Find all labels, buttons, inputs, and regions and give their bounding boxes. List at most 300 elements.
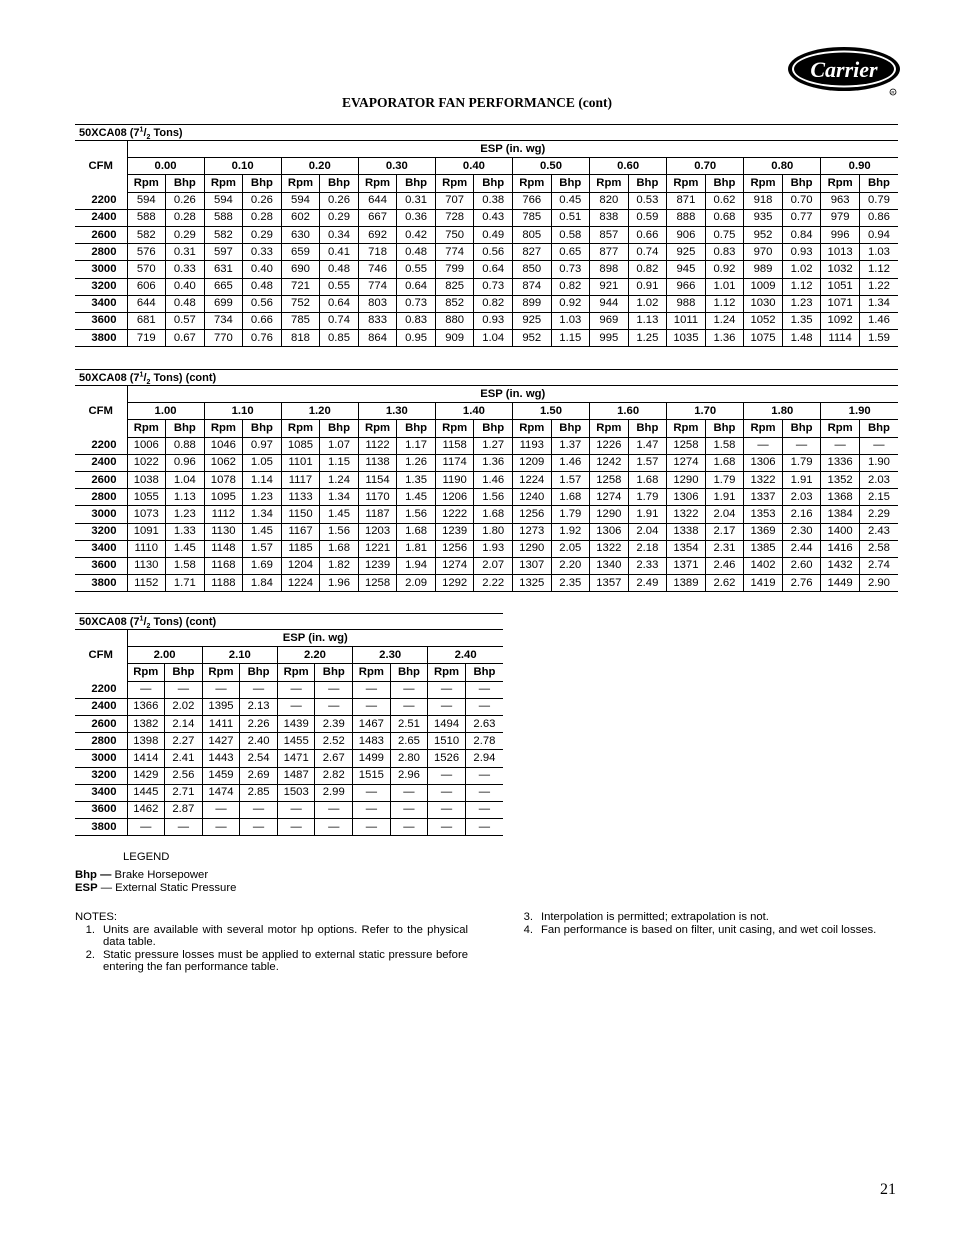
rpm-cell: 1322 [744,471,783,488]
bhp-cell: 1.84 [243,575,282,592]
bhp-cell: 0.96 [166,454,205,471]
rpm-cell: — [428,698,466,715]
rpm-cell: 1384 [821,506,860,523]
bhp-header: Bhp [782,175,821,192]
rpm-cell: 1006 [127,437,166,454]
rpm-cell: 1273 [512,523,551,540]
bhp-cell: 2.04 [705,506,744,523]
bhp-cell: 2.54 [240,750,278,767]
rpm-cell: 925 [512,312,551,329]
bhp-cell: 0.66 [628,226,667,243]
rpm-cell: 1274 [590,489,629,506]
cfm-value: 2200 [75,192,127,209]
bhp-cell: 1.68 [705,454,744,471]
rpm-cell: 681 [127,312,166,329]
rpm-cell: 1052 [744,312,783,329]
rpm-cell: 909 [435,330,474,347]
table-caption: 50XCA08 ($7^1/_2$ Tons) (cont) [75,613,503,629]
bhp-cell: 2.03 [782,489,821,506]
rpm-cell: 728 [435,209,474,226]
bhp-cell: 0.73 [474,278,513,295]
cfm-value: 3400 [75,295,127,312]
rpm-cell: 877 [590,244,629,261]
rpm-header: Rpm [744,420,783,437]
bhp-cell: 0.83 [397,312,436,329]
bhp-header: Bhp [628,175,667,192]
rpm-cell: 721 [281,278,320,295]
rpm-cell: 774 [435,244,474,261]
rpm-cell: 1411 [202,715,240,732]
bhp-cell: 1.26 [397,454,436,471]
rpm-cell: 827 [512,244,551,261]
rpm-cell: 918 [744,192,783,209]
cfm-header: CFM [75,386,127,438]
rpm-cell: 1187 [358,506,397,523]
rpm-cell: 1130 [204,523,243,540]
rpm-cell: 1152 [127,575,166,592]
svg-text:R: R [891,90,895,95]
note-4: 4. Fan performance is based on filter, unit casing, and wet coil losses. [523,923,877,936]
bhp-cell: 1.02 [782,261,821,278]
table-row [75,330,898,347]
rpm-cell: 805 [512,226,551,243]
rpm-cell: 874 [512,278,551,295]
table-row [75,471,898,488]
bhp-header: Bhp [551,175,590,192]
bhp-cell: 0.57 [166,312,205,329]
bhp-cell: 2.04 [628,523,667,540]
bhp-cell: 0.84 [782,226,821,243]
bhp-cell: 0.74 [628,244,667,261]
bhp-cell: 0.73 [551,261,590,278]
esp-value-header: 0.30 [358,158,435,175]
rpm-cell: 1455 [277,733,315,750]
bhp-cell: 2.71 [165,784,203,801]
rpm-cell: — [277,801,315,818]
bhp-cell: 1.14 [243,471,282,488]
rpm-cell: — [202,681,240,698]
bhp-cell: 1.57 [243,540,282,557]
rpm-cell: 838 [590,209,629,226]
bhp-cell: 0.29 [243,226,282,243]
rpm-cell: 1307 [512,557,551,574]
bhp-cell: 0.86 [859,209,898,226]
rpm-cell: 1494 [428,715,466,732]
cfm-value: 2800 [75,244,127,261]
cfm-value: 2400 [75,698,127,715]
bhp-cell: 2.27 [165,733,203,750]
esp-value-header: 2.30 [353,647,428,664]
rpm-cell: 1398 [127,733,165,750]
bhp-cell: 2.43 [859,523,898,540]
rpm-cell: 989 [744,261,783,278]
esp-value-header: 0.80 [744,158,821,175]
note-2: 2. Static pressure losses must be applied to external static pressure before entering the fan performance table. [85,948,468,973]
bhp-cell: 2.14 [165,715,203,732]
bhp-cell: 2.80 [390,750,428,767]
bhp-header: Bhp [240,664,278,681]
bhp-cell: 0.33 [243,244,282,261]
bhp-cell: 2.85 [240,784,278,801]
bhp-cell: 2.76 [782,575,821,592]
table-row [75,767,503,784]
rpm-cell: 898 [590,261,629,278]
rpm-cell: 1092 [821,312,860,329]
esp-value-header: 0.10 [204,158,281,175]
bhp-cell: 1.12 [859,261,898,278]
bhp-cell: 0.59 [628,209,667,226]
table-row [75,540,898,557]
cfm-value: 2800 [75,733,127,750]
bhp-cell: 1.33 [166,523,205,540]
table-row [75,278,898,295]
bhp-header: Bhp [474,420,513,437]
table-row [75,784,503,801]
rpm-cell: 1366 [127,698,165,715]
rpm-cell: — [127,681,165,698]
rpm-cell: 1138 [358,454,397,471]
bhp-header: Bhp [465,664,503,681]
bhp-cell: 2.44 [782,540,821,557]
bhp-cell: 2.74 [859,557,898,574]
table-caption: 50XCA08 ($7^1/_2$ Tons) [75,124,898,140]
bhp-cell: 2.05 [551,540,590,557]
rpm-cell: 1075 [744,330,783,347]
rpm-cell: 1091 [127,523,166,540]
bhp-cell: 2.99 [315,784,353,801]
rpm-cell: 850 [512,261,551,278]
carrier-logo [786,45,904,97]
rpm-cell: 1274 [435,557,474,574]
rpm-cell: — [353,801,391,818]
rpm-cell: — [428,784,466,801]
bhp-cell: 1.36 [474,454,513,471]
rpm-cell: — [428,767,466,784]
rpm-cell: 1483 [353,733,391,750]
bhp-cell: 1.45 [243,523,282,540]
rpm-cell: — [353,681,391,698]
bhp-cell: 2.15 [859,489,898,506]
bhp-cell: 1.34 [320,489,359,506]
bhp-cell: 1.23 [782,295,821,312]
esp-value-header: 0.70 [667,158,744,175]
bhp-cell: 0.34 [320,226,359,243]
bhp-cell: 0.62 [705,192,744,209]
note-1: 1. Units are available with several motor hp options. Refer to the physical data table. [85,923,468,948]
bhp-cell: 1.15 [551,330,590,347]
rpm-header: Rpm [590,175,629,192]
bhp-cell: 1.80 [474,523,513,540]
bhp-cell: 1.56 [320,523,359,540]
cfm-header: CFM [75,630,127,682]
rpm-cell: 699 [204,295,243,312]
rpm-cell: 1226 [590,437,629,454]
bhp-cell: 1.03 [859,244,898,261]
rpm-cell: 1340 [590,557,629,574]
bhp-cell: 0.31 [166,244,205,261]
bhp-cell: 0.42 [397,226,436,243]
bhp-cell: 1.04 [166,471,205,488]
rpm-cell: 1154 [358,471,397,488]
rpm-cell: 1515 [353,767,391,784]
rpm-cell: — [744,437,783,454]
rpm-cell: — [821,437,860,454]
bhp-cell: 1.82 [320,557,359,574]
bhp-cell: 0.28 [166,209,205,226]
bhp-cell: 0.29 [166,226,205,243]
rpm-cell: 966 [667,278,706,295]
bhp-cell: 1.58 [166,557,205,574]
table-row [75,295,898,312]
rpm-cell: 1471 [277,750,315,767]
table-row [75,209,898,226]
table-row [75,261,898,278]
rpm-cell: 1395 [202,698,240,715]
rpm-cell: 1240 [512,489,551,506]
bhp-cell: — [465,801,503,818]
bhp-cell: 1.04 [474,330,513,347]
rpm-cell: 1429 [127,767,165,784]
cfm-value: 3800 [75,575,127,592]
bhp-cell: 2.03 [859,471,898,488]
bhp-cell: 0.85 [320,330,359,347]
rpm-cell: 921 [590,278,629,295]
bhp-cell: 1.13 [628,312,667,329]
rpm-cell: 1352 [821,471,860,488]
esp-value-header: 2.00 [127,647,202,664]
rpm-header: Rpm [127,175,166,192]
rpm-cell: 1148 [204,540,243,557]
bhp-cell: 2.39 [315,715,353,732]
bhp-cell: 1.59 [859,330,898,347]
rpm-cell: 1459 [202,767,240,784]
table-row [75,489,898,506]
bhp-cell: 1.12 [782,278,821,295]
bhp-cell: 1.17 [397,437,436,454]
rpm-cell: — [277,698,315,715]
rpm-cell: 1117 [281,471,320,488]
table-row [75,575,898,592]
rpm-cell: 752 [281,295,320,312]
rpm-cell: 746 [358,261,397,278]
esp-value-header: 1.80 [744,403,821,420]
bhp-header: Bhp [166,420,205,437]
rpm-cell: 1221 [358,540,397,557]
rpm-cell: 1499 [353,750,391,767]
rpm-cell: 588 [127,209,166,226]
bhp-cell: 0.40 [166,278,205,295]
rpm-cell: 570 [127,261,166,278]
bhp-cell: 0.45 [551,192,590,209]
rpm-cell: 582 [204,226,243,243]
bhp-cell: 0.94 [859,226,898,243]
rpm-cell: 820 [590,192,629,209]
rpm-cell: 576 [127,244,166,261]
rpm-cell: 1369 [744,523,783,540]
bhp-cell: 2.56 [165,767,203,784]
bhp-header: Bhp [628,420,667,437]
rpm-header: Rpm [204,175,243,192]
table-row [75,698,503,715]
bhp-cell: 2.07 [474,557,513,574]
rpm-cell: 690 [281,261,320,278]
rpm-cell: 1306 [744,454,783,471]
cfm-value: 3600 [75,801,127,818]
rpm-cell: 935 [744,209,783,226]
bhp-cell: 2.69 [240,767,278,784]
table-row [75,819,503,836]
rpm-header: Rpm [667,420,706,437]
cfm-value: 2600 [75,226,127,243]
bhp-header: Bhp [474,175,513,192]
bhp-cell: 1.35 [397,471,436,488]
bhp-cell: — [240,819,278,836]
bhp-cell: 0.67 [166,330,205,347]
fan-performance-table-3 [75,613,503,836]
rpm-cell: 774 [358,278,397,295]
cfm-value: 3200 [75,278,127,295]
rpm-cell: 582 [127,226,166,243]
table-row [75,312,898,329]
rpm-cell: 1150 [281,506,320,523]
rpm-cell: 1290 [512,540,551,557]
bhp-cell: 1.25 [628,330,667,347]
esp-value-header: 0.50 [512,158,589,175]
bhp-cell: 2.18 [628,540,667,557]
rpm-cell: 1085 [281,437,320,454]
bhp-cell: 1.57 [551,471,590,488]
legend-item-esp: ESP — External Static Pressure [75,882,237,894]
rpm-cell: 952 [744,226,783,243]
rpm-cell: 1337 [744,489,783,506]
bhp-cell: — [465,819,503,836]
bhp-cell: 0.55 [320,278,359,295]
rpm-cell: 1038 [127,471,166,488]
bhp-cell: 0.70 [782,192,821,209]
bhp-cell: 1.46 [474,471,513,488]
bhp-cell: 0.40 [243,261,282,278]
rpm-header: Rpm [127,420,166,437]
bhp-cell: 0.26 [320,192,359,209]
bhp-cell: 1.01 [705,278,744,295]
bhp-cell: 2.49 [628,575,667,592]
cfm-value: 2200 [75,437,127,454]
rpm-cell: 594 [281,192,320,209]
rpm-header: Rpm [428,664,466,681]
bhp-cell: 1.56 [474,489,513,506]
bhp-cell: 1.90 [859,454,898,471]
bhp-cell: 0.65 [551,244,590,261]
performance-table [75,140,898,347]
bhp-cell: 1.45 [320,506,359,523]
rpm-cell: 594 [127,192,166,209]
rpm-cell: 1110 [127,540,166,557]
rpm-cell: 864 [358,330,397,347]
rpm-cell: 1449 [821,575,860,592]
bhp-cell: 1.69 [243,557,282,574]
bhp-cell: 1.27 [474,437,513,454]
rpm-cell: 1432 [821,557,860,574]
rpm-cell: 734 [204,312,243,329]
bhp-cell: 2.90 [859,575,898,592]
bhp-cell: 1.91 [782,471,821,488]
bhp-header: Bhp [320,175,359,192]
bhp-cell: 1.13 [166,489,205,506]
bhp-cell: 1.93 [474,540,513,557]
bhp-cell: 1.03 [551,312,590,329]
rpm-cell: 1445 [127,784,165,801]
esp-value-header: 1.70 [667,403,744,420]
rpm-cell: 852 [435,295,474,312]
rpm-header: Rpm [435,420,474,437]
rpm-cell: 665 [204,278,243,295]
bhp-cell: — [465,767,503,784]
rpm-cell: 1256 [512,506,551,523]
bhp-cell: 1.79 [705,471,744,488]
bhp-cell: — [390,681,428,698]
esp-value-header: 0.40 [435,158,512,175]
bhp-header: Bhp [243,420,282,437]
rpm-cell: 1256 [435,540,474,557]
rpm-cell: 1013 [821,244,860,261]
rpm-cell: 1193 [512,437,551,454]
bhp-header: Bhp [397,420,436,437]
table-row [75,454,898,471]
cfm-value: 3200 [75,523,127,540]
rpm-cell: 1336 [821,454,860,471]
bhp-cell: 1.22 [859,278,898,295]
bhp-cell: 1.35 [782,312,821,329]
bhp-cell: 0.38 [474,192,513,209]
bhp-cell: 0.92 [705,261,744,278]
bhp-cell: — [165,819,203,836]
rpm-cell: 719 [127,330,166,347]
bhp-cell: 0.31 [397,192,436,209]
rpm-cell: — [202,801,240,818]
bhp-cell: 0.64 [320,295,359,312]
cfm-value: 3000 [75,261,127,278]
bhp-cell: 1.91 [705,489,744,506]
rpm-cell: 1158 [435,437,474,454]
bhp-cell: 0.82 [628,261,667,278]
rpm-cell: 659 [281,244,320,261]
bhp-cell: 2.58 [859,540,898,557]
table-row [75,226,898,243]
bhp-header: Bhp [859,420,898,437]
bhp-cell: 1.68 [628,471,667,488]
rpm-cell: 899 [512,295,551,312]
rpm-cell: 606 [127,278,166,295]
bhp-cell: 2.22 [474,575,513,592]
rpm-cell: 1325 [512,575,551,592]
bhp-cell: 0.55 [397,261,436,278]
rpm-cell: 945 [667,261,706,278]
bhp-cell: 0.66 [243,312,282,329]
bhp-cell: 2.78 [465,733,503,750]
bhp-cell: 1.47 [628,437,667,454]
rpm-cell: 1095 [204,489,243,506]
bhp-cell: 1.96 [320,575,359,592]
bhp-cell: 1.68 [320,540,359,557]
bhp-header: Bhp [320,420,359,437]
rpm-header: Rpm [744,175,783,192]
esp-value-header: 1.90 [821,403,898,420]
bhp-cell: 0.36 [397,209,436,226]
bhp-cell: 2.29 [859,506,898,523]
bhp-cell: 2.60 [782,557,821,574]
bhp-cell: 2.02 [165,698,203,715]
rpm-cell: 1122 [358,437,397,454]
